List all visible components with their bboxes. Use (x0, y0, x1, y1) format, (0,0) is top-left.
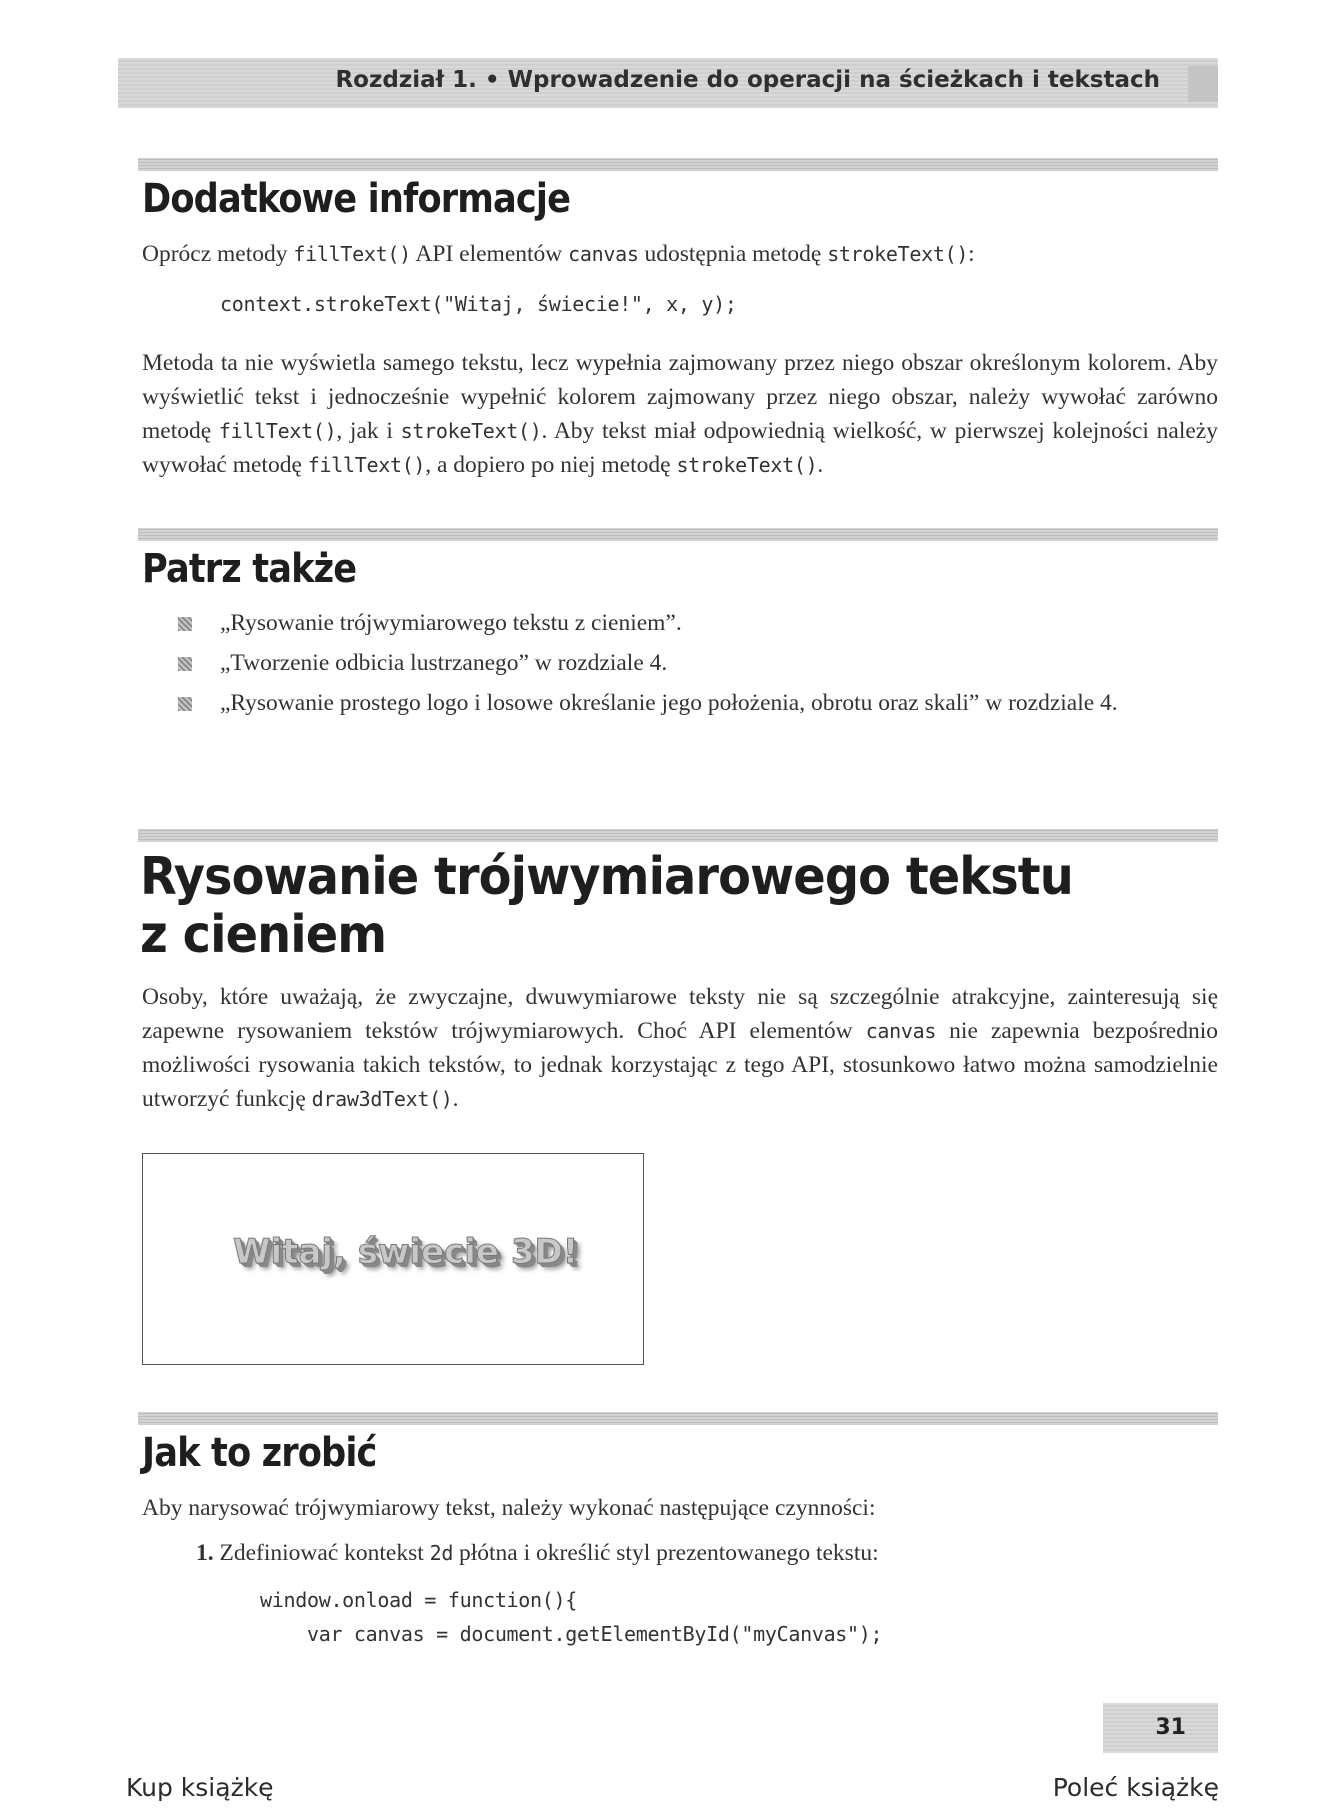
see-also-list (142, 606, 1142, 726)
inline-code: draw3dText() (311, 1087, 453, 1111)
running-title: Rozdział 1. • Wprowadzenie do operacji na ścieżkach i tekstach (335, 67, 1160, 93)
text-run: . (817, 452, 824, 478)
text-run: nie zapewnia bezpośrednio możliwości rysowania takich tekstów, to jednak korzystając z tego API, stosunkowo łatwo można samodzielnie utworzyć funkcję (142, 1018, 1218, 1112)
list-item: „Rysowanie trójwymiarowego tekstu z cieniem”. (142, 606, 1142, 640)
section-rule (138, 158, 1218, 171)
paragraph-intro-stroketext (142, 237, 1218, 271)
section-heading-dodatkowe: Dodatkowe informacje (142, 176, 571, 222)
canvas-figure (142, 1153, 644, 1365)
paragraph-stroketext-explanation (142, 346, 1218, 482)
header-tab (1188, 66, 1218, 102)
code-line: var canvas = document.getElementById("myCanvas"); (260, 1622, 883, 1646)
inline-code: canvas (568, 242, 639, 266)
text-run: płótna i określić styl prezentowanego tekstu: (453, 1540, 879, 1566)
bullet-icon (178, 617, 192, 631)
text-run: . Aby tekst miał odpowiednią wielkość, w pierwszej kolejności należy wywołać metodę (142, 418, 1218, 478)
page-number-box (1103, 1703, 1218, 1753)
section-rule (138, 528, 1218, 541)
text-run: Zdefiniować kontekst (213, 1540, 430, 1566)
text-run: , jak i (336, 418, 401, 444)
inline-code: strokeText() (400, 419, 542, 443)
step-1 (196, 1536, 879, 1570)
text-run: Osoby, które uważają, że zwyczajne, dwuwymiarowe teksty nie są szczególnie atrakcyjne, zainteresują się zapewne rysowaniem tekstów trójwymiarowych. Choć API elementów (142, 984, 1218, 1044)
inline-code: fillText() (307, 453, 426, 477)
inline-code: 2d (429, 1541, 454, 1565)
paragraph-chapter-intro (142, 980, 1218, 1116)
text-run: : (968, 241, 975, 267)
text-run: . (452, 1086, 459, 1112)
bullet-icon (178, 657, 192, 671)
list-item: „Rysowanie prostego logo i losowe określanie jego położenia, obrotu oraz skali” w rozdziale 4. (142, 686, 1142, 720)
text-run: udostępnia metodę (638, 241, 828, 267)
bullet-icon (178, 697, 192, 711)
page-number: 31 (1155, 1715, 1186, 1740)
inline-code: strokeText() (676, 453, 818, 477)
code-onload (260, 1583, 882, 1651)
inline-code: canvas (865, 1019, 937, 1043)
chapter-title: Rysowanie trójwymiarowego tekstu z cieniem (140, 847, 1073, 965)
section-heading-jak: Jak to zrobić (142, 1430, 377, 1476)
text-run: Metoda ta nie wyświetla samego tekstu, lecz wypełnia zajmowany przez niego obszar określonym kolorem. Aby wyświetlić tekst i jednocześnie wypełnić kolorem zajmowany przez niego obszar, należy wywołać zarówno metodę (142, 350, 1218, 444)
code-stroketext: context.strokeText("Witaj, świecie!", x, y); (220, 292, 737, 316)
inline-code: strokeText() (827, 242, 969, 266)
recommend-book-link[interactable]: Poleć książkę (1052, 1773, 1219, 1802)
list-item: „Tworzenie odbicia lustrzanego” w rozdziale 4. (142, 646, 1142, 680)
inline-code: fillText() (218, 419, 337, 443)
buy-book-link[interactable]: Kup książkę (126, 1773, 274, 1802)
chapter-rule (138, 829, 1218, 842)
paragraph-jak-intro: Aby narysować trójwymiarowy tekst, należy wykonać następujące czynności: (142, 1495, 876, 1521)
inline-code: fillText() (293, 242, 411, 266)
section-rule (138, 1412, 1218, 1425)
text-run: , a dopiero po niej metodę (425, 452, 677, 478)
text-run: Oprócz metody (142, 241, 294, 267)
step-number: 1. (196, 1540, 214, 1566)
text-run: API elementów (410, 241, 569, 267)
code-line: window.onload = function(){ (260, 1588, 578, 1612)
section-heading-patrz: Patrz także (142, 546, 357, 592)
running-header (118, 58, 1218, 108)
figure-3d-text: Witaj, świecie 3D! (233, 1232, 579, 1272)
